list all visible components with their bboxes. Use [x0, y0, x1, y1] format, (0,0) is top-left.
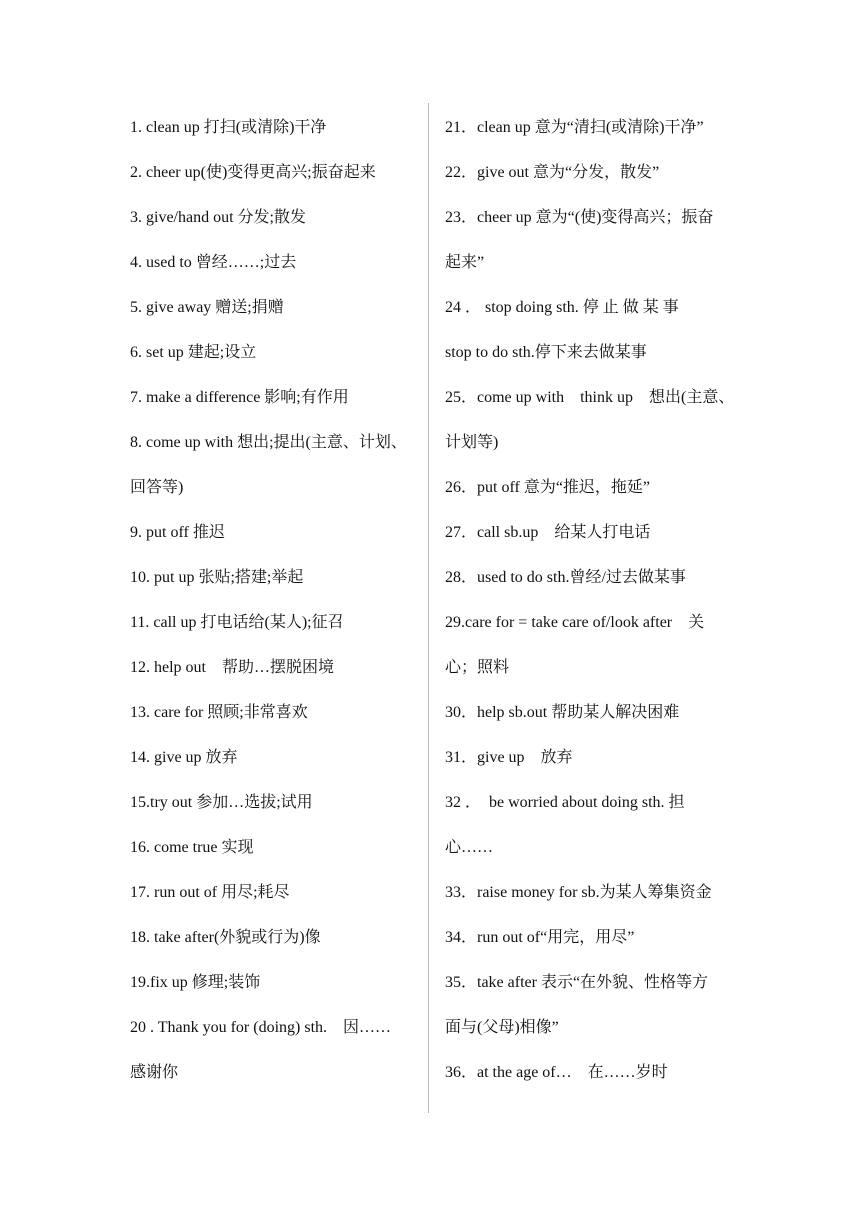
- phrase-line: 12. help out 帮助…摆脱困境: [130, 659, 334, 676]
- phrase-line: 22．give out 意为“分发，散发”: [445, 164, 660, 181]
- phrase-line-continued: 计划等): [445, 434, 499, 451]
- phrase-line: 16. come true 实现: [130, 839, 254, 856]
- phrase-line: 25．come up with think up 想出(主意、: [445, 389, 735, 406]
- phrase-line: 34．run out of“用完，用尽”: [445, 929, 635, 946]
- phrase-line: stop to do sth.停下来去做某事: [445, 344, 647, 361]
- phrase-line: 33．raise money for sb.为某人筹集资金: [445, 884, 712, 901]
- phrase-line: 1. clean up 打扫(或清除)干净: [130, 119, 327, 136]
- phrase-line: 6. set up 建起;设立: [130, 344, 257, 361]
- phrase-line-continued: 回答等): [130, 479, 184, 496]
- phrase-line: 13. care for 照顾;非常喜欢: [130, 704, 308, 721]
- phrase-line-continued: 感谢你: [130, 1064, 179, 1081]
- phrase-line: 9. put off 推迟: [130, 524, 225, 541]
- right-column: [445, 105, 737, 1095]
- phrase-line: 19.fix up 修理;装饰: [130, 974, 261, 991]
- phrase-line: 30．help sb.out 帮助某人解决困难: [445, 704, 680, 721]
- phrase-line: 4. used to 曾经……;过去: [130, 254, 297, 271]
- phrase-line: 24 ． stop doing sth. 停 止 做 某 事: [445, 299, 679, 316]
- phrase-line: 23．cheer up 意为“(使)变得高兴；振奋: [445, 209, 714, 226]
- phrase-line: 5. give away 赠送;捐赠: [130, 299, 284, 316]
- phrase-line: 20 . Thank you for (doing) sth. 因……: [130, 1019, 392, 1036]
- phrase-line: 26．put off 意为“推迟，拖延”: [445, 479, 651, 496]
- phrase-line: 18. take after(外貌或行为)像: [130, 929, 321, 946]
- phrase-line: 28．used to do sth.曾经/过去做某事: [445, 569, 686, 586]
- column-divider: [428, 103, 429, 1113]
- phrase-line: 32 ． be worried about doing sth. 担: [445, 794, 685, 811]
- phrase-line: 36．at the age of… 在……岁时: [445, 1064, 668, 1081]
- phrase-line: 7. make a difference 影响;有作用: [130, 389, 349, 406]
- left-column: [130, 105, 420, 1095]
- phrase-line: 10. put up 张贴;搭建;举起: [130, 569, 304, 586]
- phrase-line: 17. run out of 用尽;耗尽: [130, 884, 290, 901]
- phrase-line: 27．call sb.up 给某人打电话: [445, 524, 651, 541]
- phrase-line: 2. cheer up(使)变得更高兴;振奋起来: [130, 164, 376, 181]
- phrase-line: 11. call up 打电话给(某人);征召: [130, 614, 344, 631]
- phrase-line: 14. give up 放弃: [130, 749, 238, 766]
- phrase-line-continued: 心；照料: [445, 659, 510, 676]
- phrase-line-continued: 心……: [445, 839, 494, 856]
- phrase-line-continued: 面与(父母)相像”: [445, 1019, 559, 1036]
- phrase-line: 15.try out 参加…选拔;试用: [130, 794, 313, 811]
- phrase-line: 8. come up with 想出;提出(主意、计划、: [130, 434, 407, 451]
- phrase-line: 29.care for = take care of/look after 关: [445, 614, 705, 631]
- phrase-line: 3. give/hand out 分发;散发: [130, 209, 306, 226]
- phrase-line: 35．take after 表示“在外貌、性格等方: [445, 974, 709, 991]
- phrase-line: 31．give up 放弃: [445, 749, 573, 766]
- phrase-line: 21．clean up 意为“清扫(或清除)干净”: [445, 119, 704, 136]
- phrase-line-continued: 起来”: [445, 254, 485, 271]
